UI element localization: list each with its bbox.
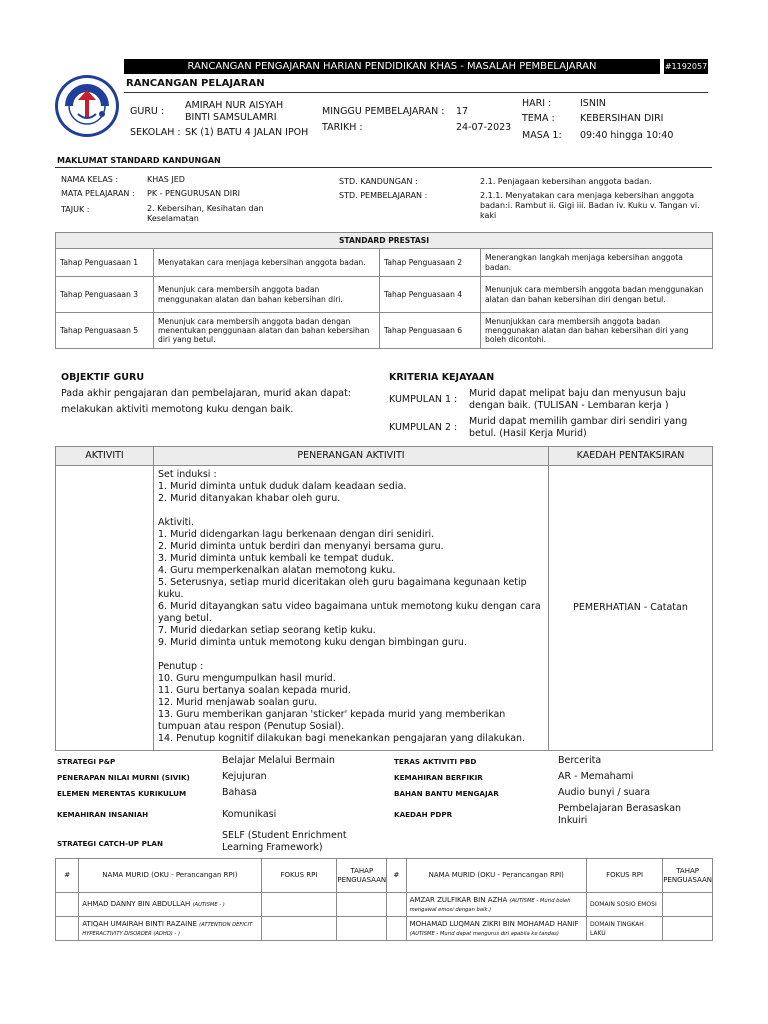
penerangan-line: 14. Penutup kognitif dilakukan bagi menekankan pengajaran yang dilakukan. [158,733,526,744]
sekolah-label: SEKOLAH : [130,127,181,138]
murid-nama [406,893,586,917]
guru-value: AMIRAH NUR AISYAH BINTI SAMSULAMRI [185,100,284,123]
nama-kelas-label: NAMA KELAS : [61,175,119,184]
aktiviti-header: AKTIVITI [56,447,154,466]
bbm-value: Audio bunyi / suara [558,787,651,798]
penerangan-line: Penutup : [158,661,204,672]
kemahiran-berfikir-value: AR - Memahami [558,771,634,782]
std-kandungan-label: STD. KANDUNGAN : [339,177,418,186]
elemen-label: ELEMEN MERENTAS KURIKULUM [57,789,187,798]
tp-desc: Menerangkan langkah menjaga kebersihan anggota badan. [481,249,713,277]
section-title-rancangan: RANCANGAN PELAJARAN [126,78,265,89]
std-pembelajaran-value: 2.1.1. Menyatakan cara menjaga kebersihan anggota badan:i. Rambut ii. Gigi iii. Badan iv. Kuku v. Tangan vi. kaki [480,191,700,220]
document-title: RANCANGAN PENGAJARAN HARIAN PENDIDIKAN KHAS - MASALAH PEMBELAJARAN [124,59,660,74]
murid-tahap [663,917,713,941]
penerangan-line: 3. Murid diminta untuk kembali ke tempat duduk. [158,553,394,564]
guru-label: GURU : [130,106,165,117]
penerangan-cell [154,466,549,751]
tajuk-label: TAJUK : [61,205,90,214]
sekolah-value: SK (1) BATU 4 JALAN IPOH [185,127,309,138]
penerangan-line: 4. Guru memperkenalkan alatan memotong kuku. [158,565,396,576]
strategi-value: Belajar Melalui Bermain [222,755,335,766]
catch-up-label: STRATEGI CATCH-UP PLAN [57,839,163,848]
tp-desc: Menunjuk cara membersih anggota badan menggunakan alatan dan bahan kebersihan diri dengan betul. [481,277,713,313]
murid-note: (AUTISME - Murid dapat mengurus diri apabila ke tandas) [409,930,559,937]
kriteria-heading: KRITERIA KEJAYAAN [389,372,495,383]
murid-hash-header: # [387,859,406,893]
aktiviti-cell [56,466,154,751]
murid-tahap-header: TAHAP PENGUASAAN [663,859,713,893]
penerangan-line: 13. Guru memberikan ganjaran 'sticker' kepada murid yang memberikan tumpuan atau respon (Penutup Sosial). [158,709,506,732]
tp-desc: Menunjuk cara membersih anggota badan menggunakan alatan dan bahan kebersihan diri. [154,277,380,313]
murid-fokus [261,917,337,941]
murid-hash-header: # [56,859,79,893]
tp-label: Tahap Penguasaan 5 [56,313,154,349]
nama-kelas-value: KHAS JED [147,175,185,184]
header-divider [124,92,708,93]
tp-label: Tahap Penguasaan 3 [56,277,154,313]
murid-nama [406,917,586,941]
masa-value: 09:40 hingga 10:40 [580,130,674,141]
murid-name-text: AMZAR ZULFIKAR BIN AZHA [409,895,508,904]
standard-heading: MAKLUMAT STANDARD KANDUNGAN [57,156,221,165]
kemahiran-insaniah-value: Komunikasi [222,809,277,820]
penerangan-line: 7. Murid diedarkan setiap seorang ketip kuku. [158,625,376,636]
penerangan-header: PENERANGAN AKTIVITI [154,447,549,466]
murid-name-text: ATIQAH UMAIRAH BINTI RAZAINE [82,919,197,928]
prestasi-row [56,249,713,277]
murid-nama-header: NAMA MURID (OKU - Perancangan RPI) [406,859,586,893]
school-logo [55,75,119,137]
murid-num [387,893,406,917]
mata-pelajaran-label: MATA PELAJARAN : [61,189,135,198]
tp-desc: Menunjuk cara membersih anggota badan dengan menentukan penggunaan alatan dan bahan kebersihan diri yang betul. [154,313,380,349]
standard-prestasi-heading: STANDARD PRESTASI [56,233,713,249]
standard-prestasi-table [55,232,713,349]
tp-label: Tahap Penguasaan 6 [380,313,481,349]
penerangan-line: 1. Murid didengarkan lagu berkenaan dengan diri senidiri. [158,529,435,540]
murid-nama [79,893,261,917]
std-pembelajaran-label: STD. PEMBELAJARAN : [339,191,428,200]
tp-label: Tahap Penguasaan 2 [380,249,481,277]
tp-label: Tahap Penguasaan 4 [380,277,481,313]
murid-tahap-header: TAHAP PENGUASAAN [337,859,387,893]
kumpulan-1-text: Murid dapat melipat baju dan menyusun baju dengan baik. (TULISAN - Lembaran kerja ) [469,388,686,411]
bbm-label: BAHAN BANTU MENGAJAR [394,789,499,798]
murid-tahap [337,917,387,941]
penerangan-line: 6. Murid ditayangkan satu video bagaimana untuk memotong kuku dengan cara yang betul. [158,601,541,624]
tema-label: TEMA : [522,113,555,124]
tema-value: KEBERSIHAN DIRI [580,113,664,124]
murid-tahap [663,893,713,917]
penerangan-spacer [158,505,544,517]
standard-divider [55,167,712,168]
murid-nama-header: NAMA MURID (OKU - Perancangan RPI) [79,859,261,893]
tajuk-value: 2. Kebersihan, Kesihatan dan Keselamatan [147,204,264,223]
kumpulan-2-label: KUMPULAN 2 : [389,422,458,433]
teras-label: TERAS AKTIVITI PBD [394,757,477,766]
objektif-heading: OBJEKTIF GURU [61,372,145,383]
tarikh-value: 24-07-2023 [456,122,512,133]
hari-value: ISNIN [580,98,606,109]
penerangan-line: Set induksi : [158,469,217,480]
objektif-line-1: Pada akhir pengajaran dan pembelajaran, murid akan dapat: [61,388,352,399]
aktiviti-table [55,446,713,751]
tp-desc: Menunjukkan cara membersih anggota badan menggunakan alatan dan bahan kebersihan diri yang boleh dicontohi. [481,313,713,349]
strategi-label: STRATEGI P&P [57,757,116,766]
murid-note: (AUTISME - ) [192,902,225,908]
murid-fokus-header: FOKUS RPI [261,859,337,893]
penerangan-line: 2. Murid ditanyakan khabar oleh guru. [158,493,341,504]
kumpulan-1-label: KUMPULAN 1 : [389,394,458,405]
tp-desc: Menyatakan cara menjaga kebersihan anggota badan. [154,249,380,277]
tp-label: Tahap Penguasaan 1 [56,249,154,277]
prestasi-row [56,277,713,313]
penerangan-line: 5. Seterusnya, setiap murid diceritakan oleh guru bagaimana kegunaan ketip kuku. [158,577,527,600]
penerangan-line: 10. Guru mengumpulkan hasil murid. [158,673,336,684]
objektif-line-2: melakukan aktiviti memotong kuku dengan baik. [61,404,294,415]
penerangan-line: 12. Murid menjawab soalan guru. [158,697,318,708]
murid-fokus [261,893,337,917]
murid-row [56,917,713,941]
document-id: #1192057 [664,59,708,74]
murid-tahap [337,893,387,917]
nilai-murni-value: Kejujuran [222,771,267,782]
penerangan-line: 11. Guru bertanya soalan kepada murid. [158,685,351,696]
kumpulan-2-text: Murid dapat memilih gambar diri sendiri yang betul. (Hasil Kerja Murid) [469,416,688,439]
murid-note: (AUTISME - Murid boleh mengawal emosi dengan baik.) [409,897,571,913]
penerangan-spacer [158,649,544,661]
kemahiran-berfikir-label: KEMAHIRAN BERFIKIR [394,773,483,782]
minggu-label: MINGGU PEMBELAJARAN : [322,106,445,117]
murid-num [56,893,79,917]
penerangan-line: 2. Murid diminta untuk berdiri dan menyanyi bersama guru. [158,541,444,552]
murid-name-text: MOHAMAD LUQMAN ZIKRI BIN MOHAMAD HANIF [409,919,579,928]
school-crest-icon [58,78,116,134]
kaedah-header: KAEDAH PENTAKSIRAN [549,447,713,466]
kaedah-value: PEMERHATIAN - Catatan [549,466,713,751]
murid-fokus: DOMAIN TINGKAH LAKU [586,917,662,941]
teras-value: Bercerita [558,755,602,766]
murid-name-text: AHMAD DANNY BIN ABDULLAH [82,900,191,908]
murid-num [56,917,79,941]
masa-label: MASA 1: [522,130,562,141]
catch-up-value: SELF (Student Enrichment Learning Framework) [222,830,347,853]
murid-num [387,917,406,941]
penerangan-line: Aktiviti. [158,517,195,528]
penerangan-line: 9. Murid diminta untuk memotong kuku dengan bimbingan guru. [158,637,467,648]
murid-row [56,893,713,917]
murid-table [55,858,713,941]
pdpr-label: KAEDAH PDPR [394,810,453,819]
tarikh-label: TARIKH : [322,122,363,133]
penerangan-line: 1. Murid diminta untuk duduk dalam keadaan sedia. [158,481,407,492]
minggu-value: 17 [456,106,469,117]
murid-fokus: DOMAIN SOSIO EMOSI [586,893,662,917]
kemahiran-insaniah-label: KEMAHIRAN INSANIAH [57,810,149,819]
nilai-murni-label: PENERAPAN NILAI MURNI (SIVIK) [57,773,190,782]
murid-fokus-header: FOKUS RPI [586,859,662,893]
murid-nama [79,917,261,941]
penerangan-list [158,469,544,745]
mata-pelajaran-value: PK - PENGURUSAN DIRI [147,189,241,198]
prestasi-row [56,313,713,349]
std-kandungan-value: 2.1. Penjagaan kebersihan anggota badan. [480,177,652,186]
pdpr-value: Pembelajaran Berasaskan Inkuiri [558,803,682,826]
elemen-value: Bahasa [222,787,257,798]
murid-note: (ATTENTION DEFICIT HYPERACTIVITY DISORDER (ADHD) - ) [82,921,253,937]
hari-label: HARI : [522,98,552,109]
